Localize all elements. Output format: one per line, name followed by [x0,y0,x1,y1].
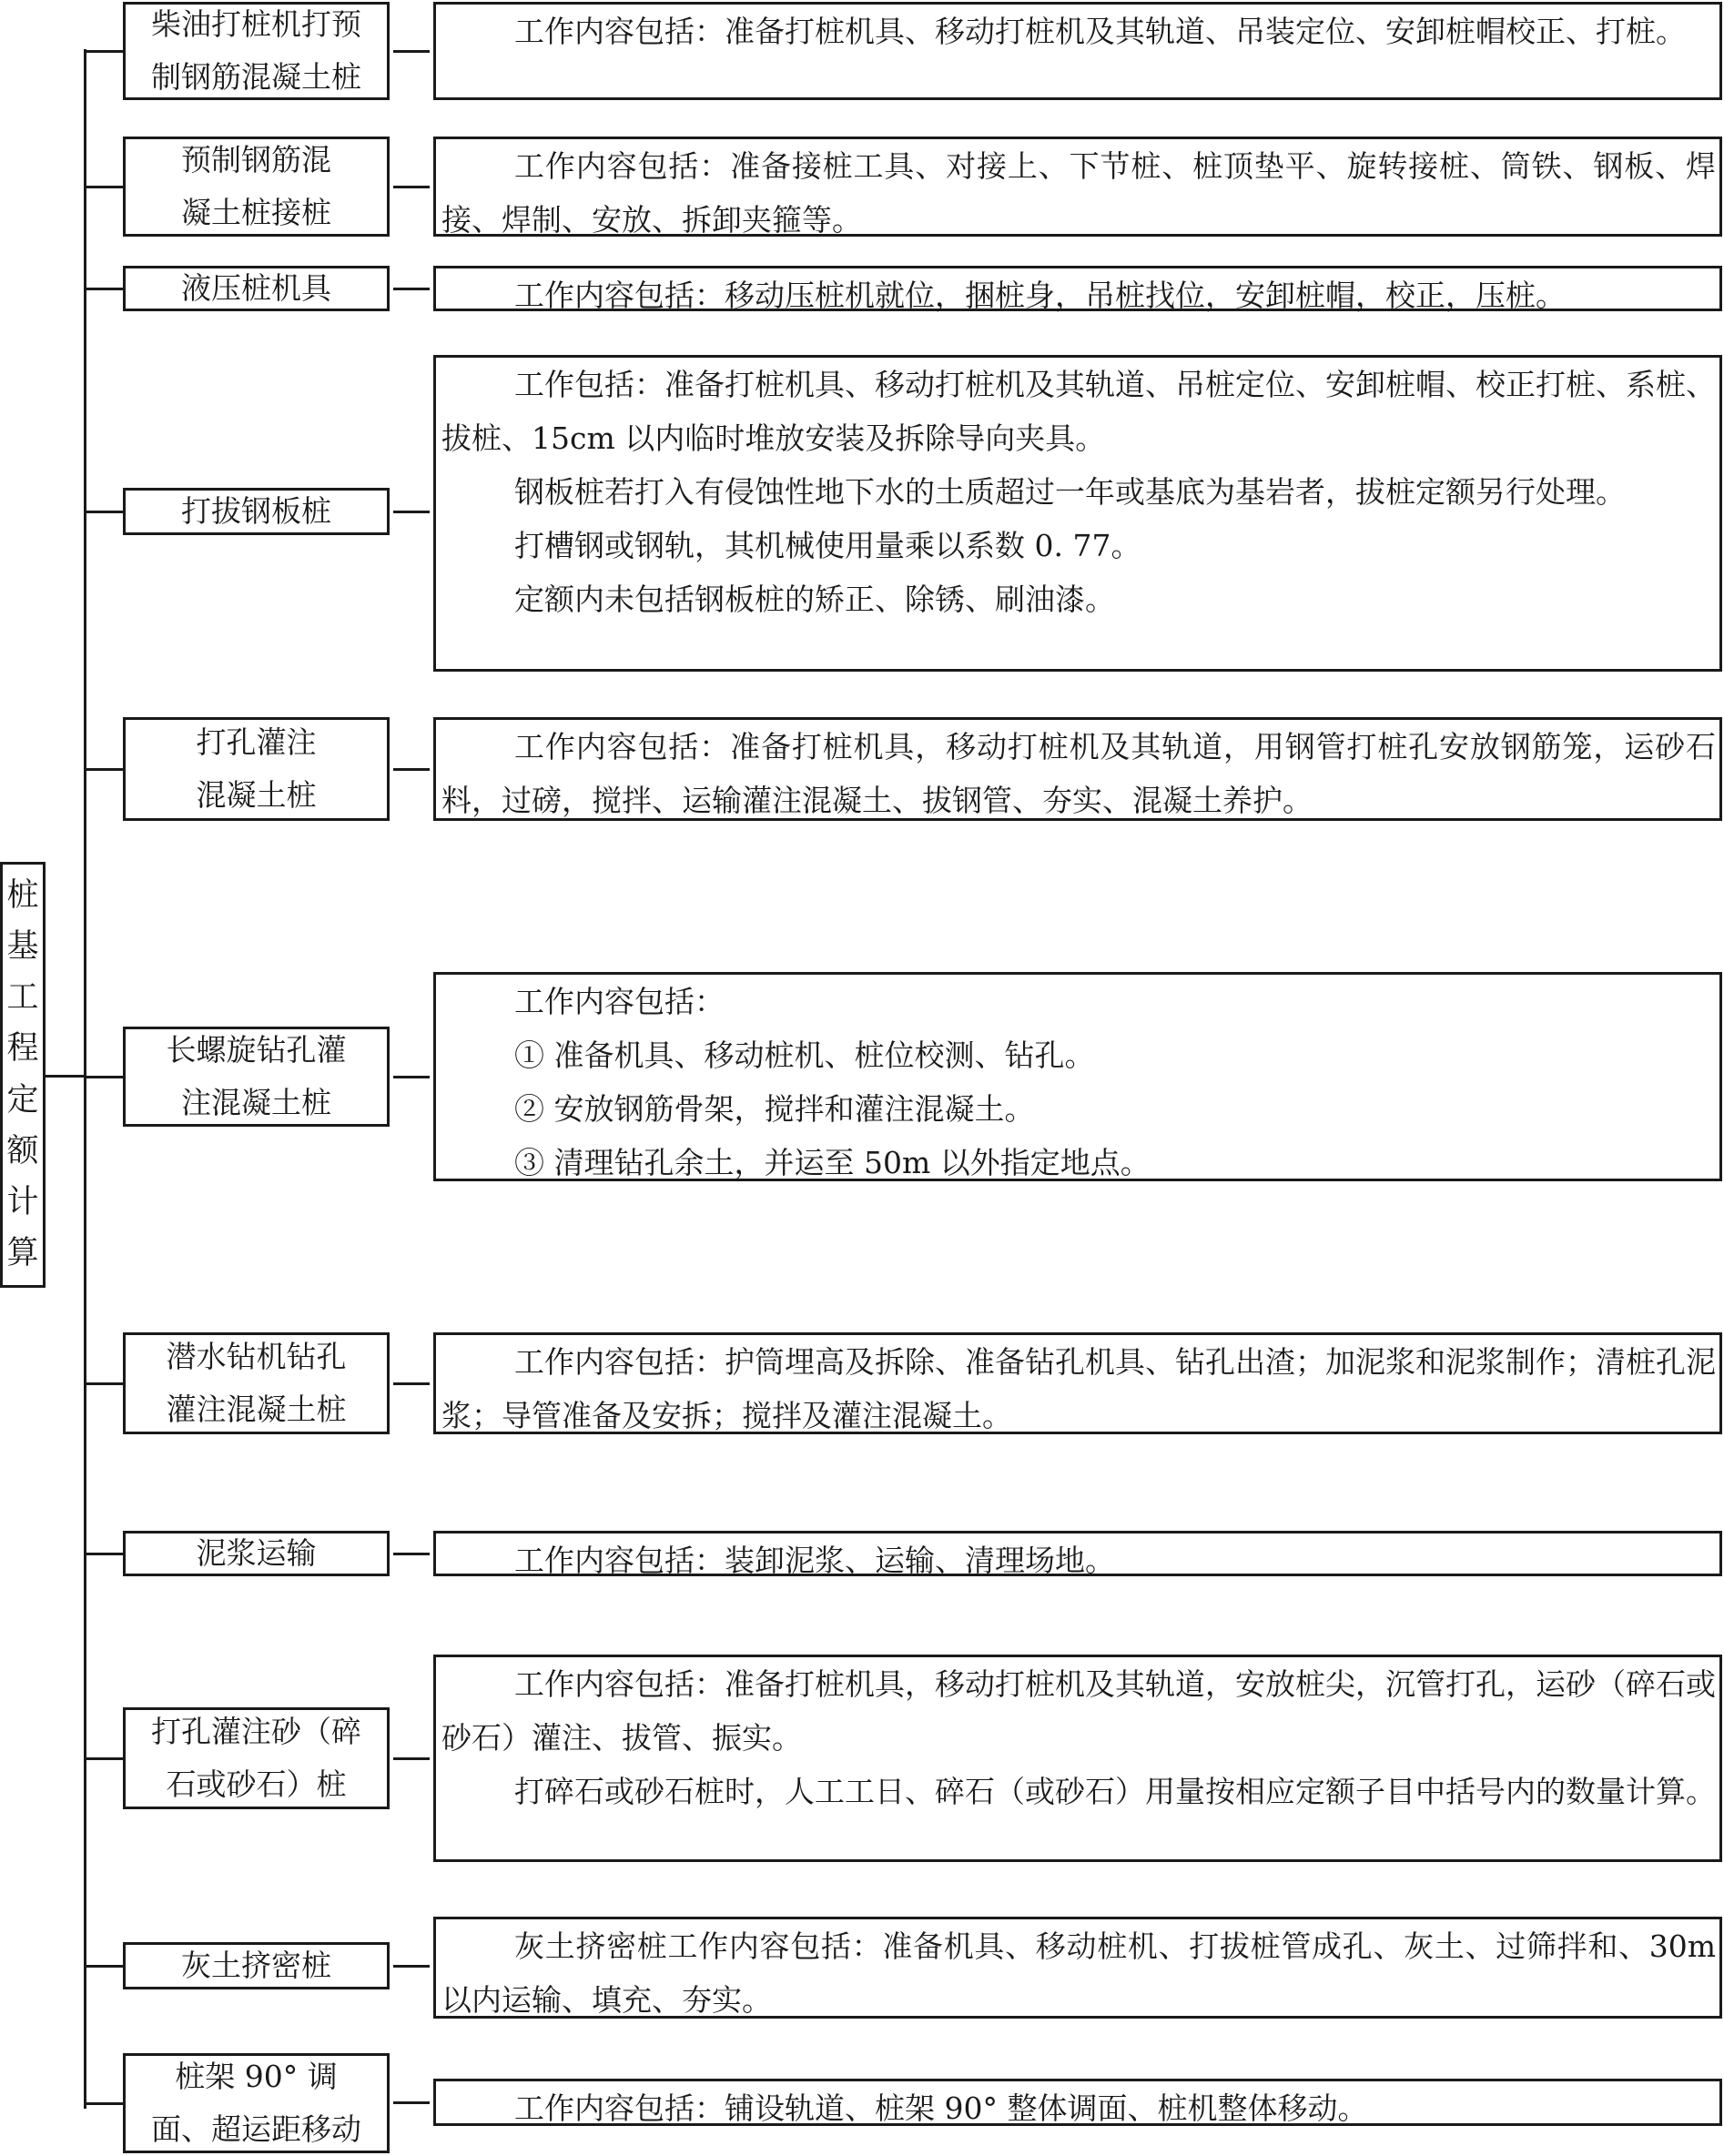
root-label-char: 基 [6,927,39,965]
desc-connector [393,288,430,290]
root-label-char: 算 [6,1235,39,1272]
desc-connector [393,511,430,513]
branch-connector [84,2102,123,2105]
branch-label: 长螺旋钻孔灌 注混凝土桩 [123,1027,390,1127]
description-paragraph: 工作内容包括：准备打桩机具、移动打桩机及其轨道、吊装定位、安卸桩帽校正、打桩。 [514,14,1686,49]
branch-description [433,1917,1722,2019]
description-paragraph: ① 准备机具、移动桩机、桩位校测、钻孔。 [514,1038,1095,1073]
branch-connector [84,288,123,290]
description-paragraph: 工作内容包括：装卸泥浆、运输、清理场地。 [514,1543,1115,1578]
desc-connector [393,1382,430,1385]
description-paragraph: 钢板桩若打入有侵蚀性地下水的土质超过一年或基底为基岩者，拔桩定额另行处理。 [514,474,1626,510]
branch-connector [84,186,123,188]
branch-label: 预制钢筋混 凝土桩接桩 [123,137,390,237]
branch-label: 泥浆运输 [123,1531,390,1576]
branch-connector [84,1382,123,1385]
description-paragraph: 打槽钢或钢轨，其机械使用量乘以系数 0. 77。 [514,528,1141,563]
desc-connector [393,1076,430,1078]
branch-description [433,355,1722,672]
branch-connector [84,768,123,771]
branch-connector [84,1965,123,1968]
branch-label: 打拔钢板桩 [123,488,390,535]
description-paragraph: 打碎石或砂石桩时，人工工日、碎石（或砂石）用量按相应定额子目中括号内的数量计算。 [514,1774,1716,1809]
desc-connector [393,1757,430,1760]
branch-description [433,1655,1722,1862]
desc-connector [393,1965,430,1968]
branch-description [433,972,1722,1181]
branch-label: 打孔灌注 混凝土桩 [123,717,390,821]
root-connector [46,1075,86,1078]
branch-connector [84,50,123,53]
branch-description [433,717,1722,821]
branch-description [433,2079,1722,2126]
desc-connector [393,2101,430,2104]
description-paragraph: 工作包括：准备打桩机具、移动打桩机及其轨道、吊桩定位、安卸桩帽、校正打桩、系桩、拔桩、15cm 以内临时堆放安装及拆除导向夹具。 [441,367,1716,456]
description-paragraph: 工作内容包括：铺设轨道、桩架 90° 整体调面、桩机整体移动。 [514,2090,1368,2126]
root-node [0,862,46,1288]
description-paragraph: ② 安放钢筋骨架，搅拌和灌注混凝土。 [514,1091,1035,1127]
root-label-char: 额 [6,1132,39,1169]
branch-connector [84,1076,123,1078]
root-label-char: 工 [6,979,39,1017]
branch-description [433,1531,1722,1576]
branch-label: 潜水钻机钻孔 灌注混凝土桩 [123,1332,390,1434]
branch-description [433,2,1722,100]
branch-label: 液压桩机具 [123,266,390,311]
description-paragraph: 灰土挤密桩工作内容包括：准备机具、移动桩机、打拔桩管成孔、灰土、过筛拌和、30m 以内运输、填充、夯实。 [441,1928,1716,2018]
branch-label: 打孔灌注砂（碎 石或砂石）桩 [123,1707,390,1809]
branch-description [433,266,1722,311]
description-paragraph: 工作内容包括：护筒埋高及拆除、准备钻孔机具、钻孔出渣；加泥浆和泥浆制作；清桩孔泥浆；导管准备及安拆；搅拌及灌注混凝土。 [441,1344,1716,1433]
description-paragraph: ③ 清理钻孔余土，并运至 50m 以外指定地点。 [514,1145,1151,1180]
desc-connector [393,50,430,53]
description-paragraph: 工作内容包括：准备打桩机具，移动打桩机及其轨道，用钢管打桩孔安放钢筋笼，运砂石料，过磅，搅拌、运输灌注混凝土、拔钢管、夯实、混凝土养护。 [441,729,1716,818]
branch-label: 灰土挤密桩 [123,1942,390,1989]
desc-connector [393,768,430,771]
description-paragraph: 工作内容包括： [514,984,725,1019]
branch-connector [84,511,123,513]
root-label-char: 程 [6,1030,39,1068]
branch-description [433,1332,1722,1434]
branch-connector [84,1757,123,1760]
branch-connector [84,1553,123,1555]
branch-description [433,137,1722,237]
desc-connector [393,1553,430,1555]
root-label-char: 计 [6,1184,39,1221]
branch-label: 柴油打桩机打预 制钢筋混凝土桩 [123,2,390,100]
description-paragraph: 工作内容包括：准备接桩工具、对接上、下节桩、桩顶垫平、旋转接桩、筒铁、钢板、焊接、焊制、安放、拆卸夹箍等。 [441,148,1716,238]
root-label-char: 桩 [6,876,39,914]
description-paragraph: 工作内容包括：准备打桩机具，移动打桩机及其轨道，安放桩尖，沉管打孔，运砂（碎石或砂石）灌注、拔管、振实。 [441,1666,1716,1756]
description-paragraph: 定额内未包括钢板桩的矫正、除锈、刷油漆。 [514,582,1115,617]
desc-connector [393,186,430,188]
trunk-line [84,49,86,2109]
root-label-char: 定 [6,1081,39,1118]
branch-label: 桩架 90° 调 面、超运距移动 [123,2053,390,2153]
description-paragraph: 工作内容包括：移动压桩机就位，捆桩身，吊桩找位，安卸桩帽，校正，压桩。 [514,278,1566,313]
